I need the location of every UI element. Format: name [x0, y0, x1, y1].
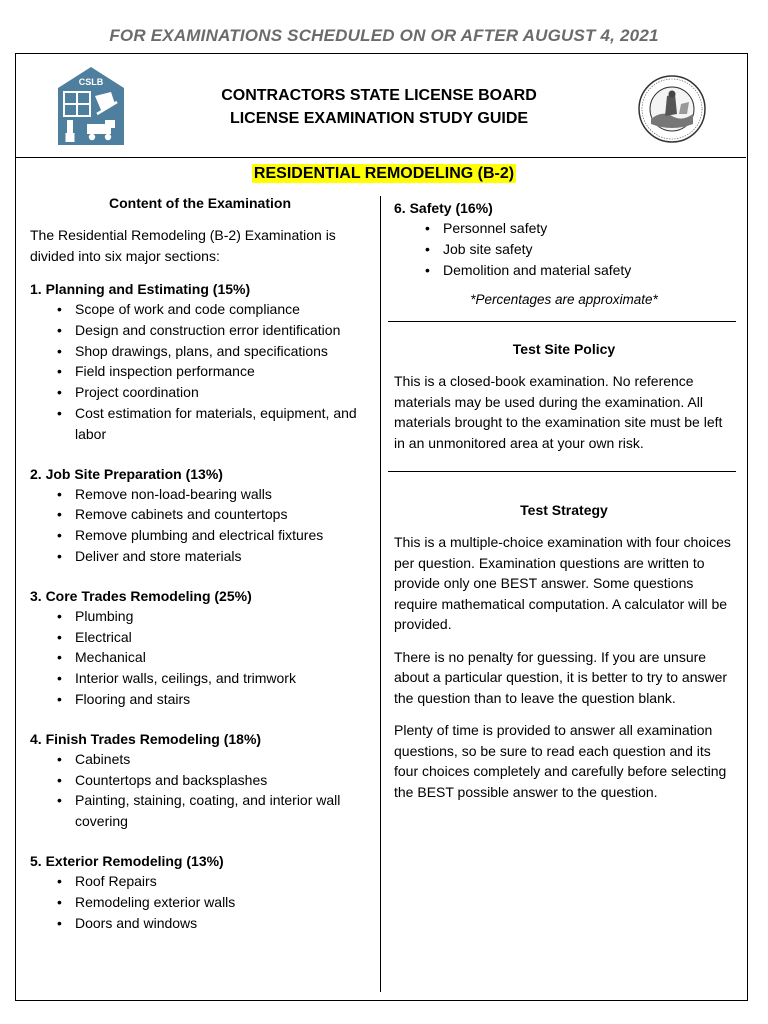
- section-divider: [388, 471, 736, 472]
- list-item: • Scope of work and code compliance: [30, 299, 370, 320]
- content-heading: Content of the Examination: [109, 195, 291, 211]
- list-item: • Shop drawings, plans, and specifications: [30, 341, 370, 362]
- header-title-line2: LICENSE EXAMINATION STUDY GUIDE: [229, 110, 529, 127]
- info-column: [394, 198, 734, 802]
- section-item-list: [30, 871, 370, 933]
- list-item: • Doors and windows: [30, 913, 370, 934]
- exam-title: [0, 165, 768, 183]
- section-title: 2. Job Site Preparation (13%): [30, 465, 223, 482]
- exam-title-text: RESIDENTIAL REMODELING (B-2): [253, 165, 515, 182]
- list-item: • Roof Repairs: [30, 871, 370, 892]
- list-item: • Remove plumbing and electrical fixtures: [30, 525, 370, 546]
- list-item: • Job site safety: [398, 239, 734, 260]
- test-strategy-paragraph: This is a multiple-choice examination with four choices per question. Examination questions are written to provide only one BEST answer. Some questions require mathematical computation. A calculator will be provided.: [394, 534, 731, 633]
- section-title: 4. Finish Trades Remodeling (18%): [30, 730, 262, 747]
- section-item-list: [30, 606, 370, 710]
- column-divider: [380, 196, 381, 992]
- list-item: • Electrical: [30, 627, 370, 648]
- section-item-list: [398, 218, 734, 280]
- cslb-logo-icon: [57, 66, 125, 146]
- section-title: 5. Exterior Remodeling (13%): [30, 852, 224, 869]
- content-intro: The Residential Remodeling (B-2) Examination is divided into six major sections:: [30, 227, 336, 264]
- test-strategy-paragraph: Plenty of time is provided to answer all examination questions, so be sure to read each question and its four choices completely and carefully before selecting the BEST possible answer to the question.: [394, 722, 727, 800]
- section-item-list: [30, 749, 370, 832]
- section-item-list: [30, 484, 370, 567]
- list-item: • Field inspection performance: [30, 361, 370, 382]
- section-divider: [388, 321, 736, 322]
- section-title: 3. Core Trades Remodeling (25%): [30, 587, 252, 604]
- test-site-policy-heading: Test Site Policy: [512, 341, 616, 358]
- list-item: • Design and construction error identification: [30, 320, 370, 341]
- list-item: • Remove non-load-bearing walls: [30, 484, 370, 505]
- section-finish-trades: [30, 729, 370, 832]
- test-site-policy-text: This is a closed-book examination. No reference materials may be used during the examination. All materials brought to the examination site must be left in an unmonitored area at your own risk.: [394, 373, 723, 451]
- section-item-list: [30, 299, 370, 445]
- list-item: • Remove cabinets and countertops: [30, 504, 370, 525]
- list-item: • Cost estimation for materials, equipment, and labor: [30, 403, 370, 445]
- list-item: • Interior walls, ceilings, and trimwork: [30, 668, 370, 689]
- section-job-site-preparation: [30, 464, 370, 567]
- content-column: [30, 196, 370, 952]
- document-header-title: [150, 84, 608, 130]
- test-strategy-paragraph: There is no penalty for guessing. If you are unsure about a particular question, it is better to try to answer the question than to leave the question blank.: [394, 648, 728, 706]
- section-title: 1. Planning and Estimating (15%): [30, 281, 251, 297]
- list-item: • Plumbing: [30, 606, 370, 627]
- list-item: • Deliver and store materials: [30, 546, 370, 567]
- test-strategy-heading: Test Strategy: [520, 502, 608, 519]
- list-item: • Demolition and material safety: [398, 260, 734, 281]
- list-item: • Project coordination: [30, 382, 370, 403]
- list-item: • Cabinets: [30, 749, 370, 770]
- header-title-line1: CONTRACTORS STATE LICENSE BOARD: [221, 87, 537, 104]
- list-item: • Flooring and stairs: [30, 689, 370, 710]
- percentages-note: *Percentages are approximate*: [470, 292, 658, 308]
- section-core-trades: [30, 586, 370, 710]
- list-item: • Countertops and backsplashes: [30, 770, 370, 791]
- list-item: • Painting, staining, coating, and interior wall covering: [30, 790, 370, 832]
- section-safety: [394, 198, 734, 280]
- section-exterior-remodeling: [30, 851, 370, 933]
- list-item: • Personnel safety: [398, 218, 734, 239]
- list-item: • Remodeling exterior walls: [30, 892, 370, 913]
- section-title: 6. Safety (16%): [394, 200, 493, 216]
- section-planning-estimating: [30, 279, 370, 445]
- list-item: • Mechanical: [30, 647, 370, 668]
- cslb-logo-text: CSLB: [78, 77, 104, 87]
- header-divider: [15, 157, 746, 158]
- exam-date-notice: FOR EXAMINATIONS SCHEDULED ON OR AFTER AUGUST 4, 2021: [109, 26, 659, 45]
- california-seal-icon: [637, 74, 707, 144]
